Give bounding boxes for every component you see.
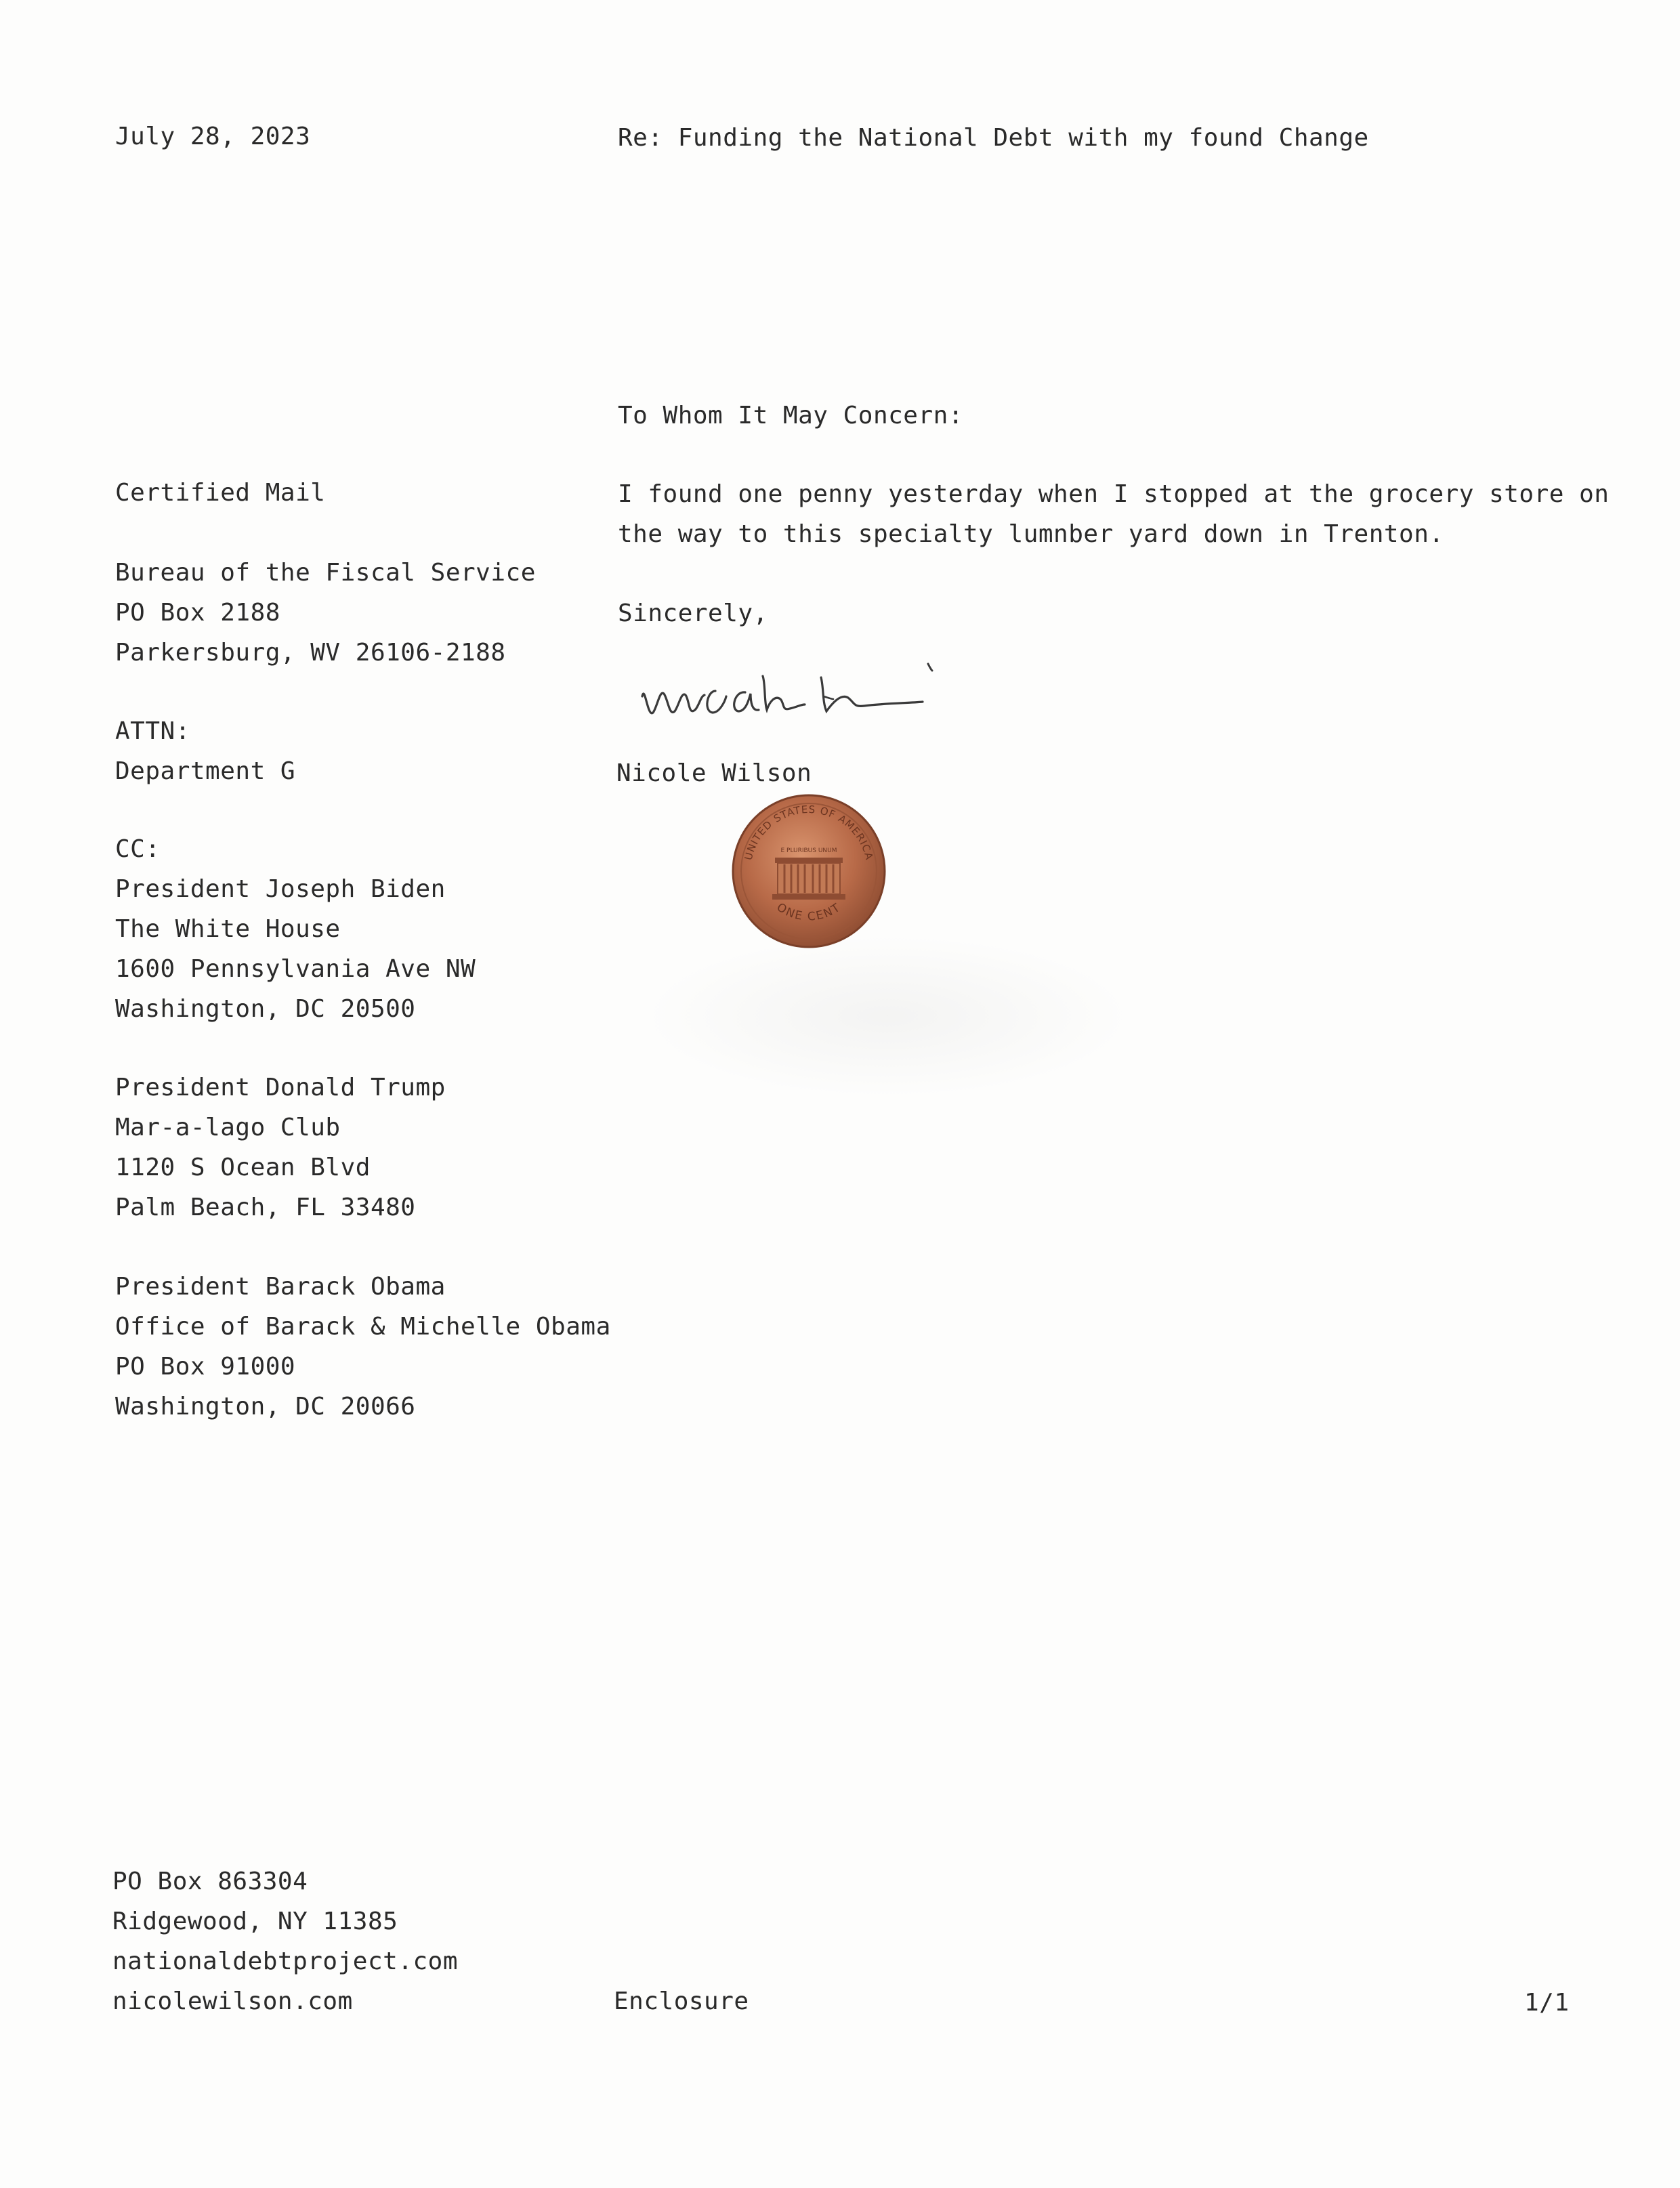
address-line: President Donald Trump <box>115 1074 446 1101</box>
page-number: 1/1 <box>1524 1989 1570 2017</box>
lincoln-cent-reverse-icon <box>730 793 887 950</box>
address-line: Washington, DC 20500 <box>115 995 416 1023</box>
sender-website-link[interactable]: nicolewilson.com <box>112 1987 353 2015</box>
address-line: PO Box 2188 <box>115 599 280 627</box>
sender-line: Ridgewood, NY 11385 <box>112 1908 398 1935</box>
sender-address <box>112 1861 458 2021</box>
recipient-address <box>115 553 536 673</box>
cc-block-obama <box>115 1267 611 1427</box>
address-line: 1120 S Ocean Blvd <box>115 1154 371 1181</box>
svg-text:UNITED STATES OF AMERICA: UNITED STATES OF AMERICA <box>742 803 876 862</box>
address-line: President Barack Obama <box>115 1273 446 1301</box>
address-line: The White House <box>115 915 341 943</box>
attention-block <box>115 711 295 791</box>
cc-block-biden <box>115 829 476 1029</box>
signer-name: Nicole Wilson <box>616 759 812 787</box>
cc-label: CC: <box>115 835 161 863</box>
address-line: President Joseph Biden <box>115 875 446 903</box>
letter-body <box>618 474 1609 554</box>
address-line: PO Box 91000 <box>115 1353 296 1381</box>
attn-value: Department G <box>115 757 296 785</box>
sender-website-link[interactable]: nationaldebtproject.com <box>112 1948 458 1975</box>
address-line: Parkersburg, WV 26106-2188 <box>115 639 506 667</box>
body-line: I found one penny yesterday when I stopped at the grocery store on <box>618 480 1610 508</box>
address-line: Mar-a-lago Club <box>115 1114 341 1141</box>
attn-label: ATTN: <box>115 717 190 745</box>
letter-subject: Re: Funding the National Debt with my found Change <box>618 124 1369 152</box>
mailing-method: Certified Mail <box>115 479 326 507</box>
sender-line: PO Box 863304 <box>112 1868 308 1895</box>
cc-block-trump <box>115 1068 446 1227</box>
address-line: Washington, DC 20066 <box>115 1393 416 1421</box>
address-line: 1600 Pennsylvania Ave NW <box>115 955 476 983</box>
signature-icon <box>630 637 982 738</box>
paper-shadow <box>644 935 1131 1097</box>
salutation: To Whom It May Concern: <box>618 402 963 429</box>
enclosure-label: Enclosure <box>614 1987 749 2015</box>
body-line: the way to this specialty lumnber yard down in Trenton. <box>618 520 1444 548</box>
address-line: Palm Beach, FL 33480 <box>115 1194 416 1221</box>
svg-text:ONE CENT: ONE CENT <box>774 900 844 924</box>
svg-text:E PLURIBUS UNUM: E PLURIBUS UNUM <box>780 847 837 854</box>
letter-date: July 28, 2023 <box>115 123 311 150</box>
closing: Sincerely, <box>618 599 768 627</box>
address-line: Office of Barack & Michelle Obama <box>115 1313 611 1341</box>
address-line: Bureau of the Fiscal Service <box>115 559 536 587</box>
